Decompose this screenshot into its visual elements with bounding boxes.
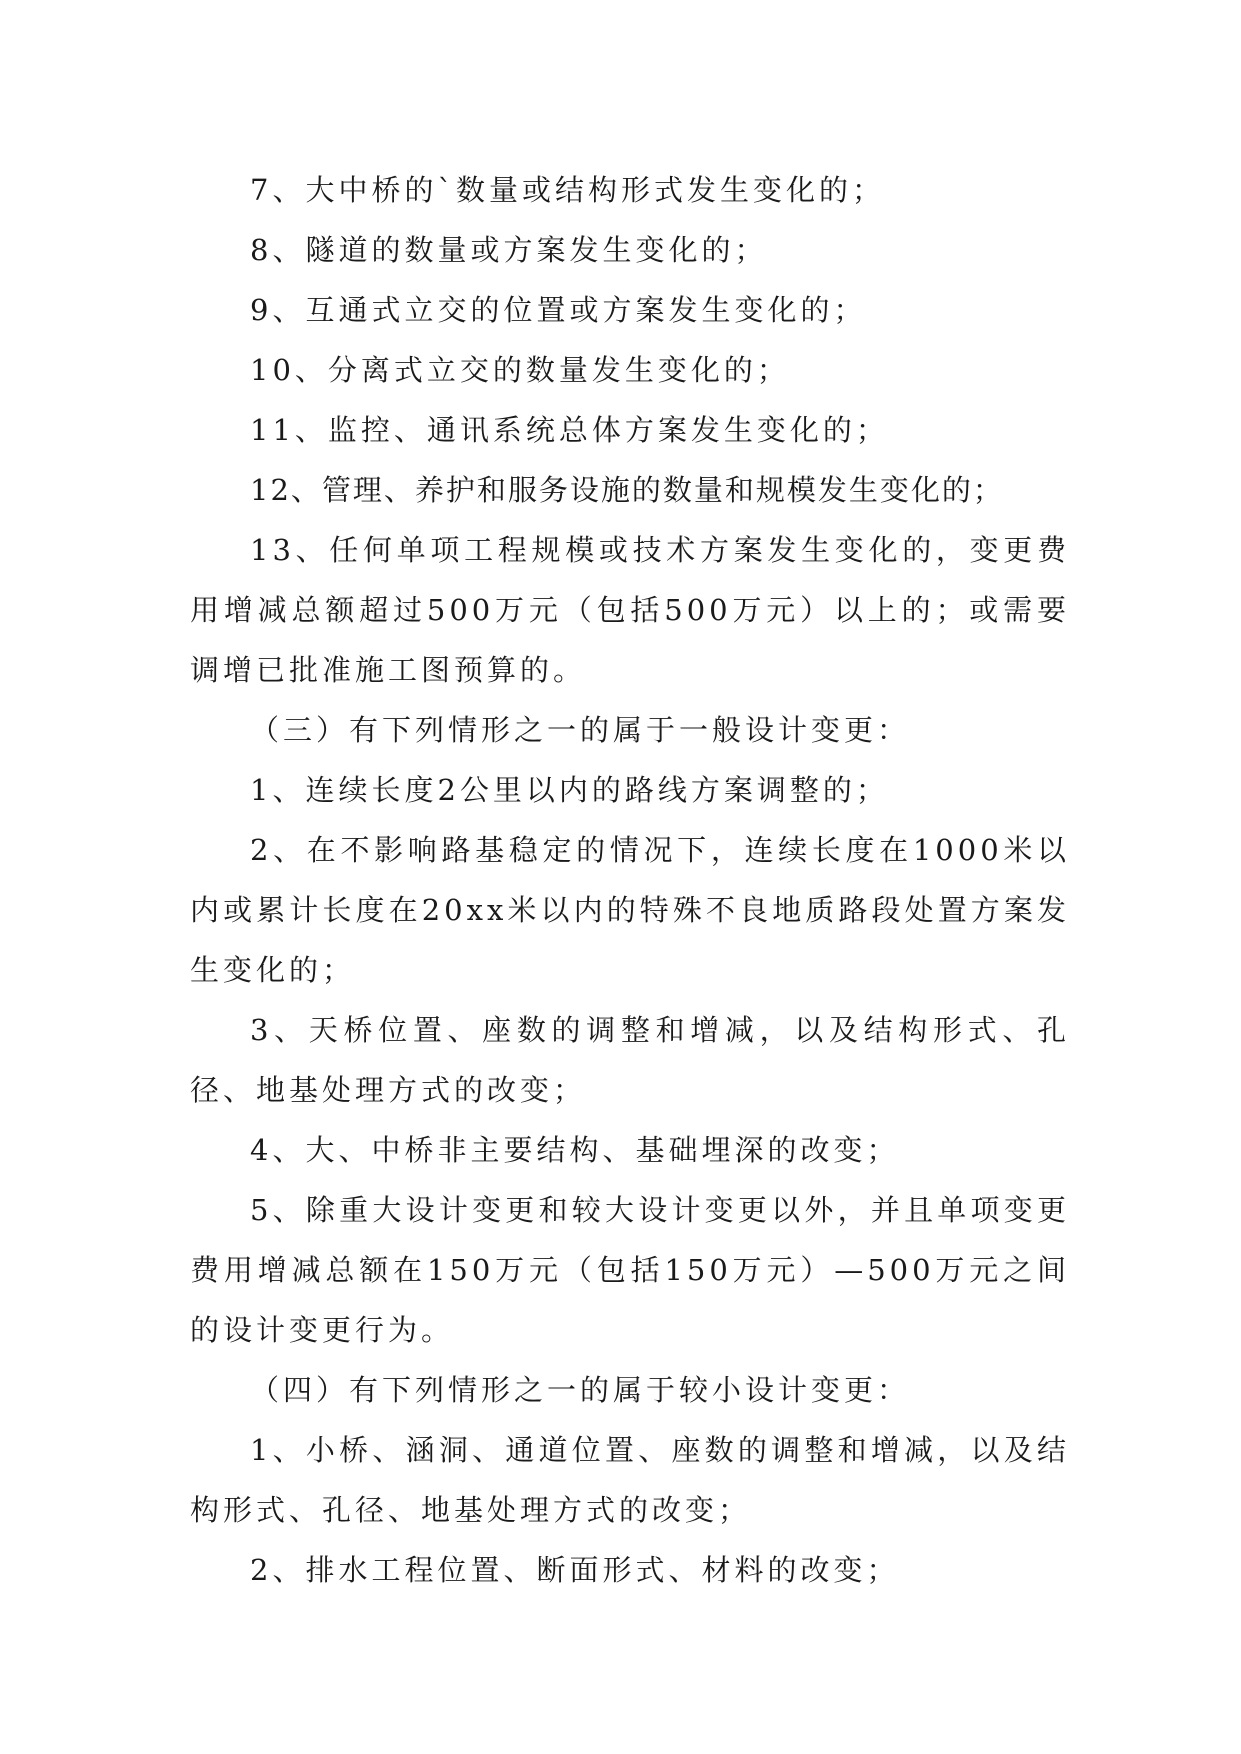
- paragraph-item-13: 13、任何单项工程规模或技术方案发生变化的，变更费用增减总额超过500万元（包括500万元）以上的；或需要调增已批准施工图预算的。: [190, 533, 1070, 687]
- paragraph-general-1: 1、连续长度2公里以内的路线方案调整的；: [250, 773, 889, 807]
- paragraph-general-5: 5、除重大设计变更和较大设计变更以外，并且单项变更费用增减总额在150万元（包括150万元）—500万元之间的设计变更行为。: [190, 1193, 1070, 1347]
- paragraph-item-7: 7、大中桥的`数量或结构形式发生变化的；: [250, 173, 885, 207]
- document-body: [190, 160, 1070, 1600]
- paragraph-general-3: 3、天桥位置、座数的调整和增减，以及结构形式、孔径、地基处理方式的改变；: [190, 1013, 1070, 1107]
- paragraph-minor-2: 2、排水工程位置、断面形式、材料的改变；: [250, 1553, 900, 1587]
- section-heading-general-change: （三）有下列情形之一的属于一般设计变更：: [250, 713, 911, 747]
- paragraph-minor-1: 1、小桥、涵洞、通道位置、座数的调整和增减，以及结构形式、孔径、地基处理方式的改变；: [190, 1433, 1070, 1527]
- paragraph-item-10: 10、分离式立交的数量发生变化的；: [250, 353, 790, 387]
- section-heading-minor-change: （四）有下列情形之一的属于较小设计变更：: [250, 1373, 911, 1407]
- paragraph-general-2: 2、在不影响路基稳定的情况下，连续长度在1000米以内或累计长度在20xx米以内的特殊不良地质路段处置方案发生变化的；: [190, 833, 1070, 987]
- paragraph-item-11: 11、监控、通讯系统总体方案发生变化的；: [250, 413, 889, 447]
- paragraph-item-9: 9、互通式立交的位置或方案发生变化的；: [250, 293, 867, 327]
- paragraph-item-12: 12、管理、养护和服务设施的数量和规模发生变化的；: [250, 473, 1004, 507]
- paragraph-general-4: 4、大、中桥非主要结构、基础埋深的改变；: [250, 1133, 900, 1167]
- paragraph-item-8: 8、隧道的数量或方案发生变化的；: [250, 233, 768, 267]
